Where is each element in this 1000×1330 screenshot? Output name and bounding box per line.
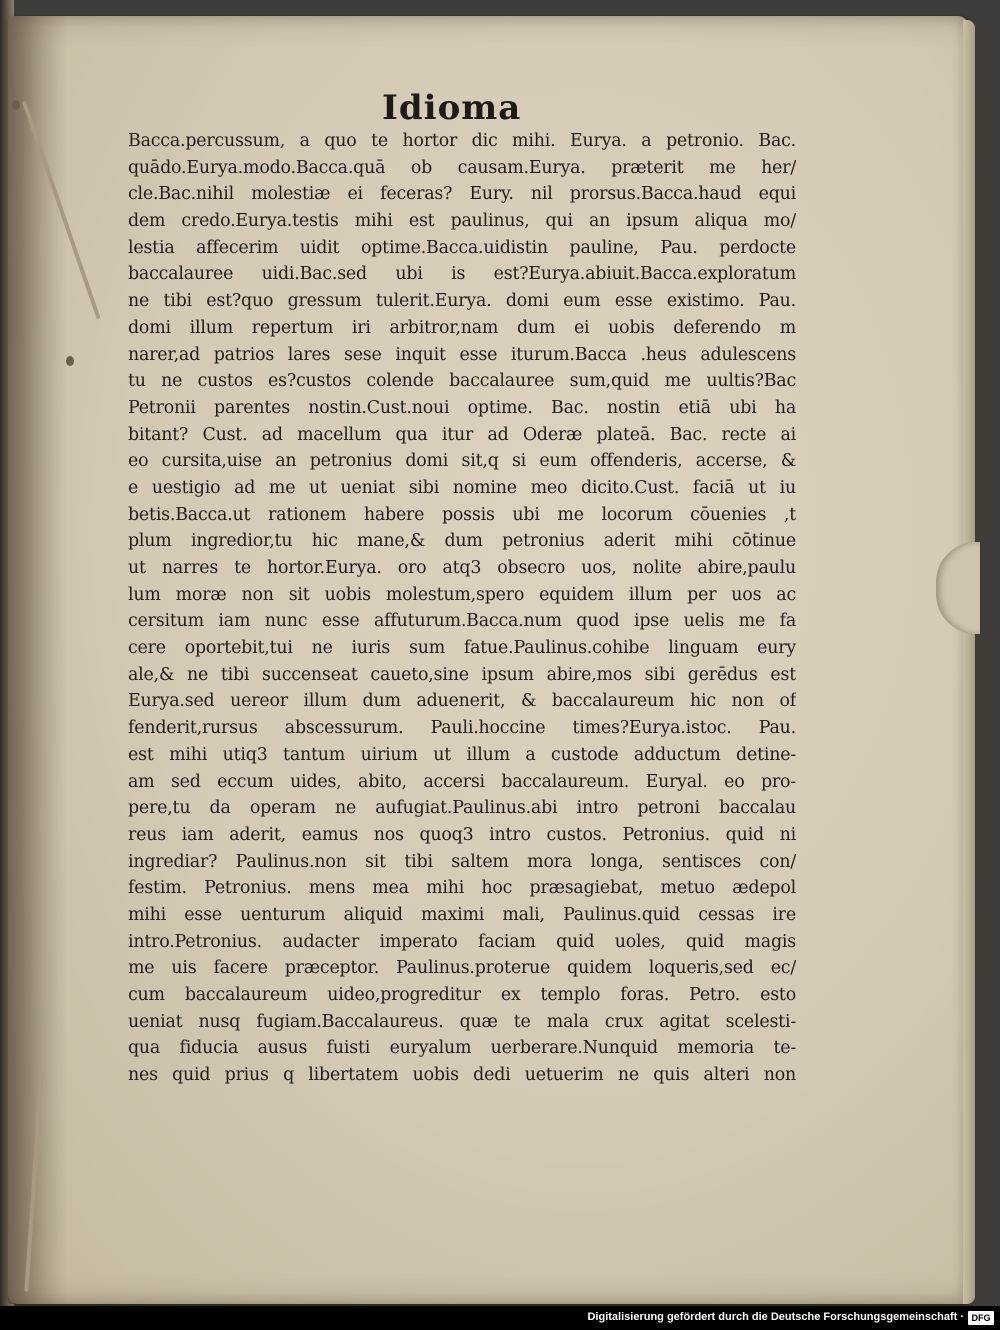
text-line: me uis facere præceptor. Paulinus.proterue quidem loqueris,sed ec/ (128, 958, 796, 979)
body-text (128, 128, 796, 1089)
text-line: quādo.Eurya.modo.Bacca.quā ob causam.Eurya. præterit me her/ (128, 157, 796, 178)
text-line: mihi esse uenturum aliquid maximi mali, Paulinus.quid cessas ire (128, 904, 796, 925)
text-line: Petronii parentes nostin.Cust.noui optime. Bac. nostin etiā ubi ha (128, 397, 796, 418)
text-line: cle.Bac.nihil molestiæ ei feceras? Eury. nil prorsus.Bacca.haud equi (128, 184, 796, 205)
text-line: reus iam aderit, eamus nos quoq3 intro custos. Petronius. quid ni (128, 824, 796, 845)
page-heading: Idioma (382, 88, 522, 128)
text-line: Eurya.sed uereor illum dum aduenerit, & baccalaureum hic non of (128, 691, 796, 712)
text-line: intro.Petronius. audacter imperato faciam quid uoles, quid magis (128, 931, 796, 952)
text-line: lestia affecerim uidit optime.Bacca.uidistin pauline, Pau. perdocte (128, 237, 796, 258)
sewing-hole-top (12, 100, 20, 110)
text-line: ingrediar? Paulinus.non sit tibi saltem mora longa, sentisces con/ (128, 851, 796, 872)
text-line: narer,ad patrios lares sese inquit esse iturum.Bacca .heus adulescens (128, 344, 796, 365)
text-line: am sed eccum uides, abito, accersi baccalaureum. Euryal. eo pro- (128, 771, 796, 792)
text-line: qua fiducia ausus fuisti euryalum uerberare.Nunquid memoria te- (128, 1038, 796, 1059)
text-line: bitant? Cust. ad macellum qua itur ad Oderæ plateā. Bac. recte ai (128, 424, 796, 445)
text-line: cum baccalaureum uideo,progreditur ex templo foras. Petro. esto (128, 985, 796, 1005)
text-line: ueniat nusq fugiam.Baccalaureus. quæ te mala crux agitat scelesti- (128, 1011, 796, 1032)
text-line: cere oportebit,tui ne iuris sum fatue.Paulinus.cohibe linguam eury (128, 638, 796, 659)
footer-bar (0, 1306, 1000, 1330)
text-line: Bacca.percussum, a quo te hortor dic mihi. Eurya. a petronio. Bac. (128, 131, 796, 151)
text-line: fenderit,rursus abscessurum. Pauli.hoccine times?Eurya.istoc. Pau. (128, 718, 796, 739)
text-line: tu ne custos es?custos colende baccalauree sum,quid me uultis?Bac (128, 371, 796, 392)
text-line: festim. Petronius. mens mea mihi hoc præsagiebat, metuo ædepol (128, 878, 796, 899)
text-line: lum moræ non sit uobis molestum,spero equidem illum per uos ac (128, 584, 796, 605)
sewing-hole-middle (66, 356, 74, 366)
text-line: baccalauree uidi.Bac.sed ubi is est?Eurya.abiuit.Bacca.exploratum (128, 264, 796, 285)
text-line: ut narres te hortor.Eurya. oro atq3 obsecro uos, nolite abire,paulu (128, 558, 796, 578)
text-line: est mihi utiq3 tantum uirium ut illum a custode adductum detine- (128, 744, 796, 765)
text-line: domi illum repertum iri arbitror,nam dum ei uobis deferendo m (128, 317, 796, 338)
dfg-logo-icon: DFG (968, 1311, 994, 1325)
text-line: pere,tu da operam ne aufugiat.Paulinus.abi intro petroni baccalau (128, 798, 796, 819)
text-line: dem credo.Eurya.testis mihi est paulinus, qui an ipsum aliqua mo/ (128, 211, 796, 232)
text-line: plum ingredior,tu hic mane,& dum petronius aderit mihi cōtinue (128, 531, 796, 552)
text-line: betis.Bacca.ut rationem habere possis ubi me locorum cōuenies ,t (128, 504, 796, 525)
text-line: nes quid prius q libertatem uobis dedi uetuerim ne quis alteri non (128, 1065, 796, 1086)
text-line: e uestigio ad me ut ueniat sibi nomine meo dicito.Cust. faciā ut iu (128, 477, 796, 498)
funding-credit: Digitalisierung gefördert durch die Deutsche Forschungsgemeinschaft · (587, 1311, 964, 1323)
text-line: eo cursita,uise an petronius domi sit,q si eum offenderis, accerse, & (128, 451, 796, 472)
page-fore-edge (963, 20, 975, 1304)
text-line: ale,& ne tibi succenseat caueto,sine ipsum abire,mos sibi gerēdus est (128, 664, 796, 685)
text-line: ne tibi est?quo gressum tulerit.Eurya. domi eum esse existimo. Pau. (128, 291, 796, 312)
text-line: cersitum iam nunc esse affuturum.Bacca.num quod ipse uelis me fa (128, 611, 796, 632)
